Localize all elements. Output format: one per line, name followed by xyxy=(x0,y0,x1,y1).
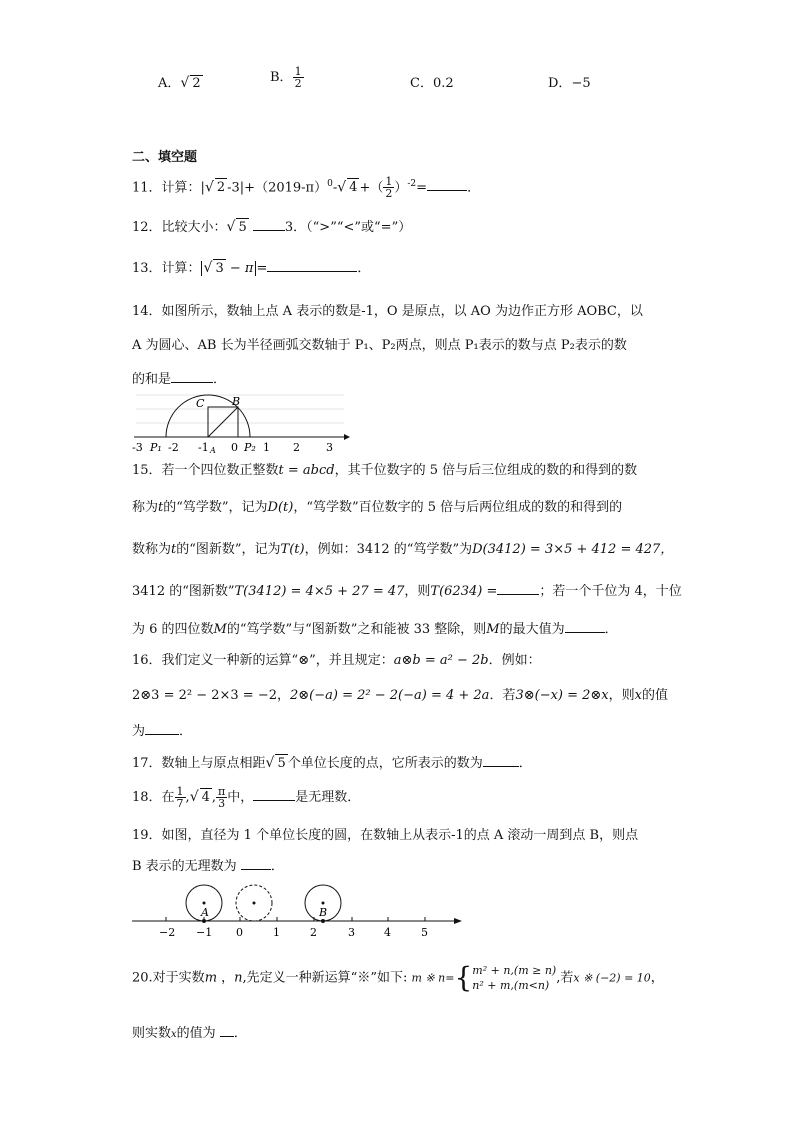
q19-tick-label-3: 3 xyxy=(348,926,355,939)
q20-x: x xyxy=(171,1029,177,1040)
q14-tick-1: 1 xyxy=(263,441,270,454)
q17-end: ． xyxy=(518,756,532,771)
q19-tick-label-4: 4 xyxy=(384,926,391,939)
question-12: 12．比较大小：√ 5 3．（“>”“<”或“=”） xyxy=(132,219,412,235)
q14-diagonal xyxy=(208,407,238,437)
q16-line2g: 的值 xyxy=(642,688,669,703)
option-a: A．√ 2 xyxy=(158,75,201,91)
q15-line4d: T(6234) = xyxy=(430,584,498,599)
q15-line5c: 的最大值为 xyxy=(499,622,565,637)
q14-line1: 14．如图所示，数轴上点 A 表示的数是-1，O 是原点，以 AO 为边作正方形 AOBC，以 xyxy=(132,304,643,319)
q11-num: 1 xyxy=(385,175,393,189)
q15-line5b: 的“笃学数”与“图新数”之和能被 33 整除，则 xyxy=(226,622,487,637)
q14-end: ． xyxy=(213,372,227,387)
q13-prefix: 13．计算： xyxy=(132,261,201,276)
q14-line3-text: 的和是 xyxy=(132,372,172,387)
q16-line3-text: 为 xyxy=(132,724,146,739)
q12-sqrt: 5 xyxy=(238,220,247,235)
q13-end: ． xyxy=(357,261,371,276)
q18-d3: 3 xyxy=(218,797,226,810)
q13-eq: = xyxy=(256,261,268,276)
q11-answer-blank[interactable] xyxy=(427,178,467,191)
q16-line2d: ．若 xyxy=(489,688,516,703)
option-b-den: 2 xyxy=(294,77,302,90)
question-17: 17．数轴上与原点相距√ 5 个单位长度的点，它所表示的数为 ． xyxy=(132,755,532,771)
option-b-label: B． xyxy=(270,70,293,85)
q20-mid: ,先定义一种新运算“※”如下: xyxy=(242,970,408,986)
q18-mid: 中， xyxy=(227,790,254,805)
q20-case2: n² + m,(m<n) xyxy=(472,979,550,992)
option-d-value: −5 xyxy=(571,76,591,91)
q15-line4a: 3412 的“图新数” xyxy=(132,584,235,599)
q15-line3a: 数称为 xyxy=(132,542,172,557)
q19-tick-label-2: 2 xyxy=(310,926,317,939)
q15-line3b: 的“图新数”，记为 xyxy=(176,542,281,557)
option-a-value: 2 xyxy=(192,76,201,91)
q18-answer-blank[interactable] xyxy=(253,788,295,801)
q16-line2 xyxy=(132,687,668,705)
q19-tick-label-m1: −1 xyxy=(196,926,213,939)
q14-axis-arrow-icon xyxy=(344,434,350,440)
q19-label-b: B xyxy=(319,906,328,919)
q18-sqrt: 4 xyxy=(201,790,210,805)
q20-line1 xyxy=(132,963,664,993)
q18-end: 是无理数． xyxy=(295,790,361,805)
q18-n1: 1 xyxy=(176,785,184,798)
q14-tick-2: 2 xyxy=(293,441,300,454)
q15-t: t xyxy=(158,500,164,515)
q19-label-a: A xyxy=(201,906,209,919)
question-18: 18．在 $\frac{1}{7}$ ,√ 4 , $\frac{\pi}{3}$ 中， 是无理数． xyxy=(132,785,361,810)
option-d-label: D． xyxy=(548,76,572,91)
option-a-label: A． xyxy=(158,76,181,91)
q19-line1: 19．如图，直径为 1 个单位长度的圆，在数轴上从表示-1的点 A 滚动一周到点 B，则点 xyxy=(132,828,639,843)
q14-line2: A 为圆心、AB 长为半径画弧交数轴于 P₁、P₂两点，则点 P₁表示的数与点 P₂表示的数 xyxy=(132,338,627,353)
q14-line3 xyxy=(132,370,226,389)
section-title: 二、填空题 xyxy=(132,150,198,165)
q11-plus: +（ xyxy=(359,180,384,196)
q19-answer-blank[interactable] xyxy=(241,857,271,870)
q18-sep2: , xyxy=(211,790,217,805)
q17-prefix: 17．数轴上与原点相距 xyxy=(132,756,266,771)
q16-answer-blank[interactable] xyxy=(145,722,179,735)
q19-line2-text: B 表示的无理数为 xyxy=(132,859,237,874)
q16-line2e: 3⊗(−x) = 2⊗x xyxy=(515,688,609,703)
q16-line2c: 2⊗(−a) = 2² − 2(−a) = 4 + 2a xyxy=(290,688,490,703)
q20-expr: m ※ n= xyxy=(411,971,455,985)
q20-prefix: 20.对于实数 xyxy=(132,970,205,986)
q15-line2 xyxy=(132,499,622,517)
q16-line2a: 2⊗3 = 2² − 2×3 = −2 xyxy=(132,688,277,703)
q19-tick-label-1: 1 xyxy=(273,926,280,939)
q11-end: ． xyxy=(467,180,481,196)
q18-d1: 7 xyxy=(176,797,184,810)
q18-prefix: 18．在 xyxy=(132,790,175,805)
q15-line1 xyxy=(132,462,637,480)
q17-mid: 个单位长度的点，它所表示的数为 xyxy=(287,756,483,771)
q15-line3 xyxy=(132,541,673,559)
q19-tick-label-5: 5 xyxy=(421,926,428,939)
q15-line4e: ；若一个千位为 4，十位 xyxy=(539,584,682,599)
q18-n3: π xyxy=(218,785,226,798)
q14-answer-blank[interactable] xyxy=(171,370,213,383)
q14-label-c: C xyxy=(196,397,205,410)
option-d xyxy=(548,72,591,91)
q14-tick-0: 0 xyxy=(231,441,238,454)
q12-prefix: 12．比较大小： xyxy=(132,220,227,235)
q17-sqrt: 5 xyxy=(277,756,286,771)
q19-circle-start-center xyxy=(203,902,206,905)
q16-def: a⊗b = a² − 2b xyxy=(393,653,489,668)
q19-number-line-figure xyxy=(132,882,467,942)
q14-label-p1: P₁ xyxy=(150,441,162,454)
q15-line3d: D(3412) = 3×5 + 412 = 427， xyxy=(472,542,674,557)
question-11: 11．计算：|√ 2 $-3|+(2019-\pi)^0-√$ 4 +（ $\frac{1}{2}$ ）$^{-2}$= ． xyxy=(132,175,481,201)
q11-minus: - xyxy=(332,180,338,196)
q16-line1a: 16．我们定义一种新的运算“⊗”，并且规定： xyxy=(132,653,394,668)
q11-eq: = xyxy=(416,180,428,196)
q13-mid: − π xyxy=(225,261,254,276)
q19-circle-rolling-center xyxy=(253,902,256,905)
q14-tick-m3: -3 xyxy=(132,441,143,454)
q20-brace-icon: { xyxy=(454,961,473,994)
option-c-value: 0.2 xyxy=(432,76,454,91)
q20-tail: ， xyxy=(650,970,664,986)
q14-tick-3: 3 xyxy=(326,441,333,454)
q20-cond: ,若 xyxy=(556,970,574,986)
q15-dt: D(t) xyxy=(267,500,294,515)
option-c xyxy=(410,72,454,91)
question-13: 13．计算： √ 3 − π = ． xyxy=(132,260,371,276)
q14-label-b: B xyxy=(232,395,241,408)
q16-line1b: ．例如： xyxy=(488,653,541,668)
q15-m: M xyxy=(213,622,227,637)
q14-label-a: A xyxy=(210,446,216,455)
q14-label-p2: P₂ xyxy=(244,441,256,454)
q15-end: ． xyxy=(604,622,618,637)
q18-sep1: , xyxy=(185,790,190,805)
q16-x: x xyxy=(634,688,642,703)
q13-sqrt: 3 xyxy=(215,261,224,276)
q15-line2c: ，“笃学数”百位数字的 5 倍与后两位组成的数的和得到的 xyxy=(293,500,623,515)
q14-tick-m1: -1 xyxy=(198,441,209,454)
q19-tick-label-0: 0 xyxy=(236,926,243,939)
q11-sqrt: 2 xyxy=(216,180,226,196)
q15-line2a: 称为 xyxy=(132,500,159,515)
option-c-label: C． xyxy=(410,76,433,91)
q20-eq: x ※ (−2) = 10 xyxy=(573,971,651,985)
q15-t-eq: t = abcd xyxy=(278,463,335,478)
q16-line2b: ， xyxy=(277,688,291,703)
q16-line2f: ，则 xyxy=(608,688,635,703)
q19-tick-label-m2: −2 xyxy=(159,926,176,939)
q20-end: ． xyxy=(233,1026,247,1041)
q16-line3 xyxy=(132,722,192,741)
q20-answer-blank[interactable] xyxy=(220,1024,234,1037)
option-b-num: 1 xyxy=(294,65,302,78)
q15-line4 xyxy=(132,582,682,601)
q15-answer-blank-1[interactable] xyxy=(497,582,539,595)
q15-line5a: 为 6 的四位数 xyxy=(132,622,214,637)
q19-circle-end-center xyxy=(322,902,325,905)
q11-exp: -2 xyxy=(407,179,417,189)
q15-m2: M xyxy=(486,622,500,637)
q11-prefix: 11．计算：| xyxy=(132,180,205,196)
q11-close: ） xyxy=(394,180,408,196)
q20-line2 xyxy=(132,1024,247,1044)
q11-den: 2 xyxy=(385,187,393,201)
q20-line2b: 的值为 xyxy=(176,1026,216,1041)
q15-line5 xyxy=(132,620,618,639)
q14-number-line-figure xyxy=(132,393,352,455)
q11-exp0: 0 xyxy=(327,179,333,189)
q20-sep: ， xyxy=(221,970,235,986)
q20-case1: m² + n,(m ≥ n) xyxy=(472,964,557,977)
option-b xyxy=(270,66,304,89)
q15-t2: t xyxy=(171,542,177,557)
q17-answer-blank[interactable] xyxy=(483,754,519,767)
q15-line3c: ，例如：3412 的“笃学数”为 xyxy=(304,542,473,557)
q15-line4b: T(3412) = 4×5 + 27 = 47 xyxy=(234,584,405,599)
q15-tt: T(t) xyxy=(280,542,305,557)
q15-line2b: 的“笃学数”，记为 xyxy=(163,500,268,515)
q19-axis-arrow-icon xyxy=(454,918,462,924)
q19-point-a xyxy=(202,919,206,923)
q16-line1 xyxy=(132,652,541,670)
q15-line1b: ，其千位数字的 5 倍与后三位组成的数的和得到的数 xyxy=(334,463,638,478)
q14-tick-m2: -2 xyxy=(168,441,179,454)
q19-point-b xyxy=(321,919,325,923)
q11-sqrt4: 4 xyxy=(349,180,358,196)
q15-answer-blank-2[interactable] xyxy=(565,620,605,633)
q13-answer-blank[interactable] xyxy=(267,259,357,272)
q19-end: ． xyxy=(270,859,284,874)
q12-mid: 3．（“>”“<”或“=”） xyxy=(284,220,412,235)
q12-answer-blank[interactable] xyxy=(253,218,285,231)
q15-line1a: 15．若一个四位数正整数 xyxy=(132,463,279,478)
q11-mid: -3|+（2019-π） xyxy=(227,180,328,196)
q20-m: m xyxy=(204,970,218,986)
q20-line2a: 则实数 xyxy=(132,1026,172,1041)
q20-n: n xyxy=(234,970,243,986)
q16-end: ． xyxy=(179,724,193,739)
q19-line2 xyxy=(132,857,284,876)
q15-line4c: ，则 xyxy=(404,584,431,599)
